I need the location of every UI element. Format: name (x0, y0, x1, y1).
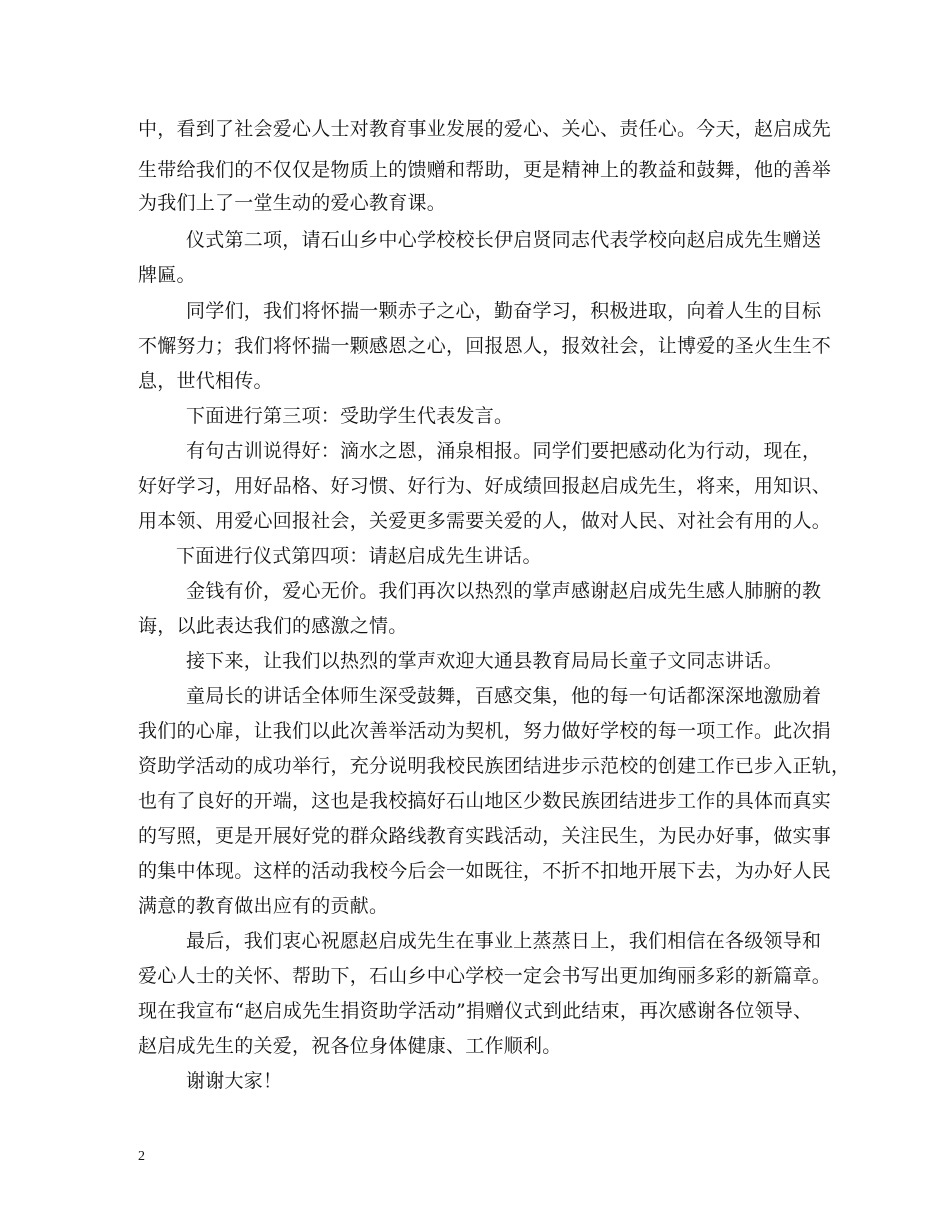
text-line: 息，世代相传。 (138, 370, 273, 392)
text-line: 诲，以此表达我们的感激之情。 (138, 615, 408, 637)
text-line: 我们的心扉，让我们以此次善举活动为契机，努力做好学校的每一项工作。此次捐 (138, 720, 832, 742)
text-line: 现在我宣布“赵启成先生捐资助学活动”捐赠仪式到此结束，再次感谢各位领导、 (138, 1000, 813, 1022)
text-line: 同学们，我们将怀揣一颗赤子之心，勤奋学习，积极进取，向着人生的目标 (186, 300, 822, 322)
text-line: 中，看到了社会爱心人士对教育事业发展的爱心、关心、责任心。今天，赵启成先 (138, 118, 832, 140)
text-line: 金钱有价，爱心无价。我们再次以热烈的掌声感谢赵启成先生感人肺腑的教 (186, 580, 822, 602)
text-line: 资助学活动的成功举行，充分说明我校民族团结进步示范校的创建工作已步入正轨， (138, 755, 851, 777)
text-line: 生带给我们的不仅仅是物质上的馈赠和帮助，更是精神上的教益和鼓舞，他的善举 (138, 159, 832, 181)
text-line: 也有了良好的开端，这也是我校搞好石山地区少数民族团结进步工作的具体而真实 (138, 790, 832, 812)
text-line: 谢谢大家！ (186, 1070, 283, 1092)
text-line: 有句古训说得好：滴水之恩，涌泉相报。同学们要把感动化为行动，现在， (186, 440, 822, 462)
text-line: 牌匾。 (138, 264, 196, 286)
text-line: 不懈努力；我们将怀揣一颗感恩之心，回报恩人，报效社会，让博爱的圣火生生不 (138, 335, 832, 357)
text-line: 下面进行仪式第四项：请赵启成先生讲话。 (176, 545, 542, 567)
page-number: 2 (138, 1149, 145, 1164)
text-line: 爱心人士的关怀、帮助下，石山乡中心学校一定会书写出更加绚丽多彩的新篇章。 (138, 965, 832, 987)
text-line: 最后，我们衷心祝愿赵启成先生在事业上蒸蒸日上，我们相信在各级领导和 (186, 930, 822, 952)
text-line: 用本领、用爱心回报社会，关爱更多需要关爱的人，做对人民、对社会有用的人。 (138, 510, 832, 532)
text-line: 接下来，让我们以热烈的掌声欢迎大通县教育局局长童子文同志讲话。 (186, 650, 783, 672)
text-line: 仪式第二项，请石山乡中心学校校长伊启贤同志代表学校向赵启成先生赠送 (186, 229, 822, 251)
text-line: 童局长的讲话全体师生深受鼓舞，百感交集，他的每一句话都深深地激励着 (186, 685, 822, 707)
text-line: 下面进行第三项：受助学生代表发言。 (186, 405, 514, 427)
text-line: 满意的教育做出应有的贡献。 (138, 895, 389, 917)
text-line: 赵启成先生的关爱，祝各位身体健康、工作顺利。 (138, 1035, 562, 1057)
text-line: 的写照，更是开展好党的群众路线教育实践活动，关注民生，为民办好事，做实事 (138, 825, 832, 847)
text-line: 为我们上了一堂生动的爱心教育课。 (138, 192, 447, 214)
text-line: 好好学习，用好品格、好习惯、好行为、好成绩回报赵启成先生，将来，用知识、 (138, 475, 832, 497)
text-line: 的集中体现。这样的活动我校今后会一如既往，不折不扣地开展下去，为办好人民 (138, 860, 832, 882)
